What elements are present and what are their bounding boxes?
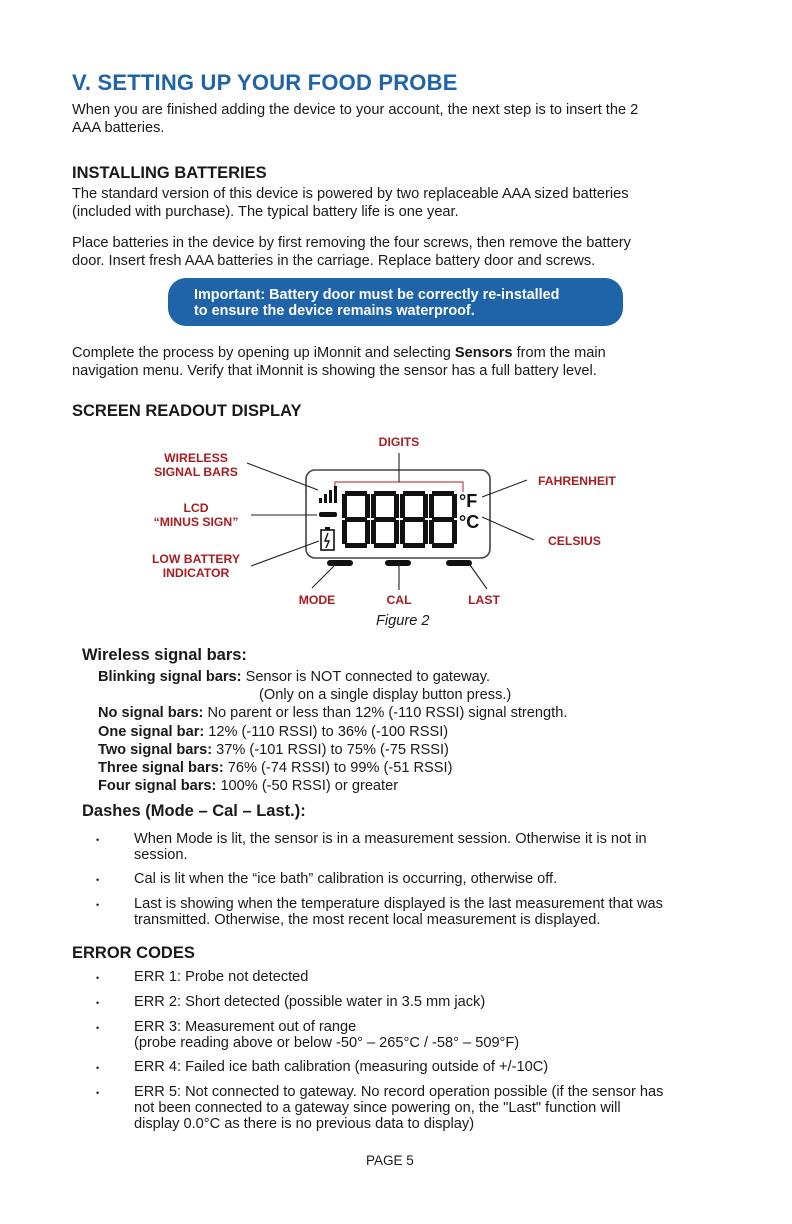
bullet-dot: • — [96, 1088, 100, 1098]
error-bullet: ERR 5: Not connected to gateway. No record operation possible (if the sensor has not been connected to a gateway since powering on, the "Last" function will display 0.0°C as there is no previous data to display) — [134, 1084, 664, 1132]
dashes-bullet: When Mode is lit, the sensor is in a measurement session. Otherwise it is not in session. — [134, 831, 647, 863]
page-title: V. SETTING UP YOUR FOOD PROBE — [72, 70, 458, 95]
label-fahrenheit: FAHRENHEIT — [538, 474, 616, 488]
label-lcd-1: LCD — [183, 501, 209, 515]
bullet-dot: • — [96, 900, 100, 910]
screen-readout-heading: SCREEN READOUT DISPLAY — [72, 402, 302, 420]
error-bullet: ERR 3: Measurement out of range (probe reading above or below -50° – 265°C / -58° – 509°F) — [134, 1019, 520, 1051]
bullet-dot: • — [96, 875, 100, 885]
bullet-dot: • — [96, 973, 100, 983]
dashes-bullet: Last is showing when the temperature displayed is the last measurement that was transmitted. Otherwise, the most recent local measurement is displayed. — [134, 896, 663, 928]
page-number: PAGE 5 — [366, 1153, 414, 1168]
error-bullet: ERR 4: Failed ice bath calibration (measuring outside of +/-10C) — [134, 1059, 549, 1075]
complete-process-paragraph: Complete the process by opening up iMonnit and selecting Sensors from the main navigation menu. Verify that iMonnit is showing the sensor has a full battery level. — [72, 345, 606, 379]
installing-paragraph-1: The standard version of this device is powered by two replaceable AAA sized batteries (included with purchase). The typical battery life is one year. — [72, 186, 629, 220]
wireless-row: No signal bars: No parent or less than 12% (-110 RSSI) signal strength. — [98, 705, 568, 721]
wireless-row: One signal bar: 12% (-110 RSSI) to 36% (-100 RSSI) — [98, 724, 449, 740]
label-last: LAST — [468, 593, 500, 607]
bullet-dot: • — [96, 998, 100, 1008]
important-callout: Important: Battery door must be correctly re-installed to ensure the device remains waterproof. — [168, 278, 623, 326]
sensors-menu-reference: Sensors — [454, 345, 513, 361]
error-bullet: ERR 1: Probe not detected — [134, 969, 309, 985]
dashes-bullet: Cal is lit when the “ice bath” calibration is occurring, otherwise off. — [134, 871, 558, 887]
bullet-dot: • — [96, 835, 100, 845]
mode-dash — [327, 560, 353, 566]
installing-paragraph-2: Place batteries in the device by first removing the four screws, then remove the battery door. Insert fresh AAA batteries in the carriage. Replace battery door and screws. — [72, 235, 631, 269]
bullet-dot: • — [96, 1023, 100, 1033]
bullet-dot: • — [96, 1063, 100, 1073]
unit-fahrenheit: °F — [459, 491, 478, 511]
label-lcd-2: “MINUS SIGN” — [153, 515, 239, 529]
label-wireless-2: SIGNAL BARS — [154, 465, 238, 479]
label-wireless-1: WIRELESS — [164, 451, 228, 465]
intro-paragraph: When you are finished adding the device to your account, the next step is to insert the 2 AAA batteries. — [72, 102, 639, 136]
label-cal: CAL — [386, 593, 412, 607]
cal-dash — [385, 560, 411, 566]
figure-caption: Figure 2 — [376, 613, 430, 629]
wireless-row: Two signal bars: 37% (-101 RSSI) to 75% (-75 RSSI) — [98, 742, 449, 758]
wireless-row: Blinking signal bars: Sensor is NOT connected to gateway. — [98, 669, 491, 685]
label-digits: DIGITS — [378, 435, 420, 449]
wireless-row: Three signal bars: 76% (-74 RSSI) to 99% (-51 RSSI) — [98, 760, 453, 776]
label-celsius: CELSIUS — [548, 534, 601, 548]
wireless-heading: Wireless signal bars: — [82, 646, 247, 664]
error-codes-heading: ERROR CODES — [72, 944, 195, 962]
installing-batteries-heading: INSTALLING BATTERIES — [72, 164, 267, 182]
dashes-heading: Dashes (Mode – Cal – Last.): — [82, 802, 306, 820]
last-dash — [446, 560, 472, 566]
label-lowbat-1: LOW BATTERY — [151, 552, 241, 566]
label-lowbat-2: INDICATOR — [162, 566, 230, 580]
wireless-row: (Only on a single display button press.) — [259, 687, 512, 703]
error-bullet: ERR 2: Short detected (possible water in 3.5 mm jack) — [134, 994, 486, 1010]
label-mode: MODE — [298, 593, 336, 607]
minus-sign-segment — [319, 512, 337, 517]
unit-celsius: °C — [459, 512, 480, 532]
wireless-row: Four signal bars: 100% (-50 RSSI) or greater — [98, 778, 399, 794]
